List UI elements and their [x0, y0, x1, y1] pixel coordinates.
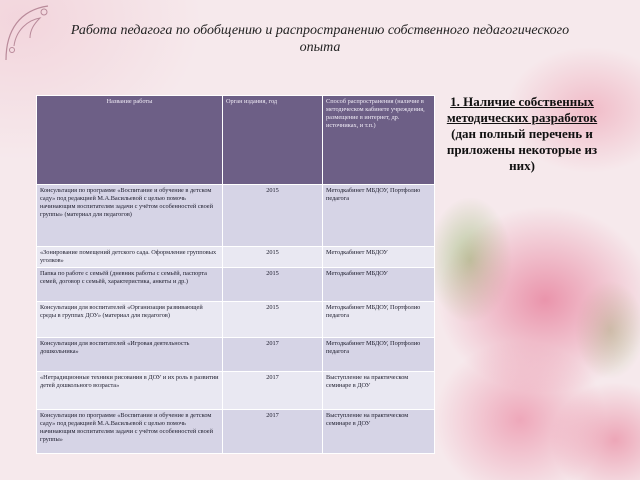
cell-work-name: Консультация по программе «Воспитание и обучение в детском саду» под редакцией М.А.Васильевой с целью помочь начинающим воспитателям задачи с учётом особенностей своей группы» (материал для педагогов) [37, 185, 223, 247]
cell-method: Методкабинет МБДОУ [323, 247, 435, 268]
side-note-heading: 1. Наличие собственных методических разработок [446, 94, 598, 125]
cell-work-name: Консультация для воспитателей «Организация развивающей среды в группах ДОУ» (материал для педагогов) [37, 302, 223, 338]
cell-year: 2015 [223, 185, 323, 247]
table-row [37, 410, 435, 454]
cell-method: Методкабинет МБДОУ, Портфолио педагога [323, 338, 435, 372]
header-publisher-year: Орган издания, год [223, 96, 323, 185]
cell-method: Методкабинет МБДОУ [323, 268, 435, 302]
cell-method: Методкабинет МБДОУ, Портфолио педагога [323, 185, 435, 247]
cell-work-name: Консультация по программе «Воспитание и обучение в детском саду» под редакцией М.А.Васильевой с целью помочь начинающим воспитателям задачи с учётом особенностей своей группы» [37, 410, 223, 454]
header-distribution-method: Способ распространения (наличие в методическом кабинете учреждения, размещение в интернет, др. источниках, и т.п.) [323, 96, 435, 185]
table-header-row [37, 96, 435, 185]
cell-year: 2015 [223, 268, 323, 302]
cell-work-name: Папка по работе с семьёй (дневник работы с семьёй, паспорта семей, договор с семьёй, характеристика, анкеты и др.) [37, 268, 223, 302]
side-note-detail: (дан полный перечень и приложены некоторые из них) [446, 126, 598, 173]
table-row [37, 302, 435, 338]
page-title: Работа педагога по обобщению и распространению собственного педагогического опыта [70, 23, 570, 55]
table-row [37, 247, 435, 268]
table-row [37, 185, 435, 247]
header-work-name: Название работы [37, 96, 223, 185]
cell-method: Выступление на практическом семинаре в ДОУ [323, 410, 435, 454]
cell-method: Методкабинет МБДОУ, Портфолио педагога [323, 302, 435, 338]
cell-work-name: «Зонирование помещений детского сада. Оформление групповых уголков» [37, 247, 223, 268]
table-row [37, 338, 435, 372]
methodical-works-table [36, 95, 435, 454]
cell-year: 2017 [223, 338, 323, 372]
cell-year: 2017 [223, 372, 323, 410]
cell-year: 2015 [223, 302, 323, 338]
cell-method: Выступление на практическом семинаре в ДОУ [323, 372, 435, 410]
cell-year: 2015 [223, 247, 323, 268]
cell-work-name: Консультация для воспитателей «Игровая деятельность дошкольника» [37, 338, 223, 372]
table-row [37, 268, 435, 302]
cell-year: 2017 [223, 410, 323, 454]
table-row [37, 372, 435, 410]
cell-work-name: «Нетрадиционные техники рисования в ДОУ и их роль в развитии детей дошкольного возраста» [37, 372, 223, 410]
side-note [442, 94, 602, 174]
